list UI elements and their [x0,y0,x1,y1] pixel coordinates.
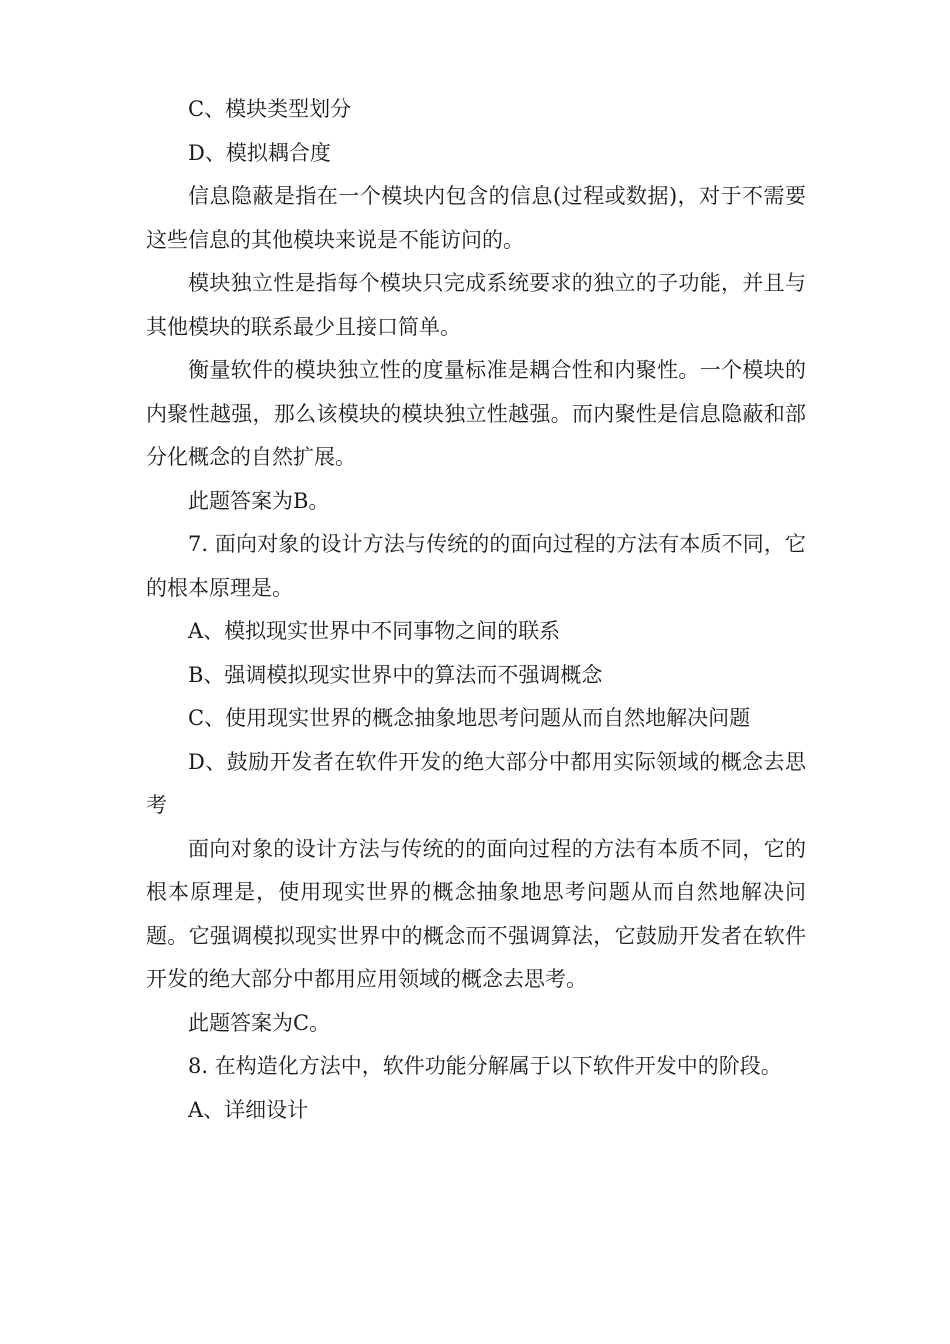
explanation-module-independence: 模块独立性是指每个模块只完成系统要求的独立的子功能，并且与其他模块的联系最少且接口简单。 [146,271,806,339]
q7-option-c: C、使用现实世界的概念抽象地思考问题从而自然地解决问题 [188,706,751,730]
option-c-prev: C、模块类型划分 [188,97,352,121]
option-d-prev: D、模拟耦合度 [188,140,331,165]
answer-prev-question: 此题答案为B。 [188,488,330,513]
q7-explanation: 面向对象的设计方法与传统的的面向过程的方法有本质不同，它的根本原理是，使用现实世界的概念抽象地思考问题从而自然地解决问题。它强调模拟现实世界中的概念而不强调算法，它鼓励开发者在软件开发的绝大部分中都用应用领域的概念去思考。 [146,836,806,991]
q7-answer: 此题答案为C。 [188,1010,331,1035]
question-7: 7. 面向对象的设计方法与传统的的面向过程的方法有本质不同，它的根本原理是。 [146,532,806,600]
q7-option-b: B、强调模拟现实世界中的算法而不强调概念 [188,662,603,687]
document-body [146,88,806,1132]
q8-option-a: A、详细设计 [188,1097,309,1122]
explanation-info-hiding: 信息隐蔽是指在一个模块内包含的信息(过程或数据)，对于不需要这些信息的其他模块来说是不能访问的。 [146,184,806,252]
explanation-measure-standard: 衡量软件的模块独立性的度量标准是耦合性和内聚性。一个模块的内聚性越强，那么该模块的模块独立性越强。而内聚性是信息隐蔽和部分化概念的自然扩展。 [146,358,806,469]
question-8: 8. 在构造化方法中，软件功能分解属于以下软件开发中的阶段。 [188,1054,782,1078]
q7-option-a: A、模拟现实世界中不同事物之间的联系 [188,619,561,643]
q7-option-d: D、鼓励开发者在软件开发的绝大部分中都用实际领域的概念去思考 [146,749,806,817]
